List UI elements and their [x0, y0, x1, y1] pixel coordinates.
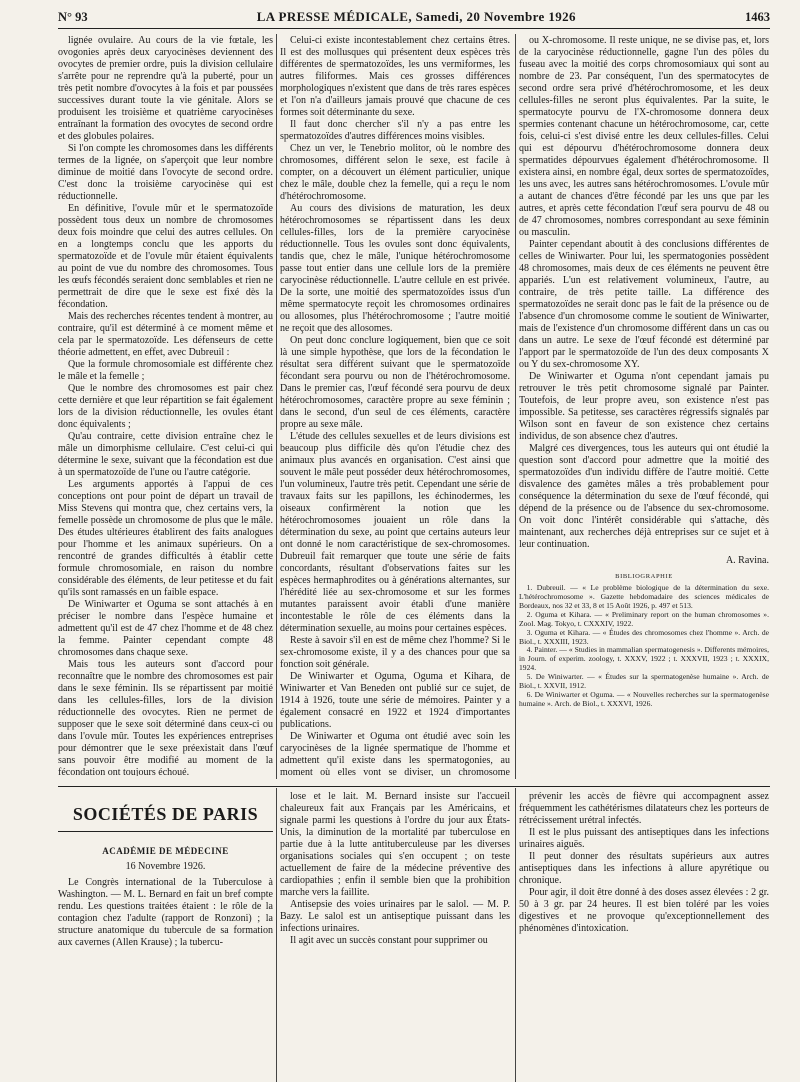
article-column-3: [519, 35, 769, 776]
paragraph: 3. Oguma et Kihara. — « Études des chromosomes chez l'homme ». Arch. de Biol., t. XXXIII, 1923.: [519, 627, 769, 646]
paragraph: On peut donc conclure logiquement, bien que ce soit là une simple hypothèse, que lors de la fécondation le résultat sera différent suivant que le spermatozoïde fécondant sera pourvu ou non de l'hétérochromosome. Dans le premier cas, l'œuf fécondé sera pourvu de deux hétérochromosomes, caractère propre au sexe féminin ; dans le second, d'un seul de ces éléments, caractère propre au sexe mâle.: [280, 335, 510, 430]
issue-number: N° 93: [58, 9, 88, 24]
article-column-3-body: [519, 35, 769, 551]
paragraph: Pour agir, il doit être donné à des doses assez élevées : 2 gr. 50 à 3 gr. par 24 heures. Il est bien toléré par les voies digestives et ne provoque qu'exceptionnellement des phénomènes d'intoxication.: [519, 887, 769, 934]
paragraph: Le Congrès international de la Tuberculose à Washington. — M. L. Bernard en fait un bref compte rendu. Les questions traitées étaient : le rôle de la contagion chez l'adulte (rapport de Ronzoni) ; la structure anatomique du tubercule de sa formation aux cavernes (Allen Krause) ; la tubercu-: [58, 876, 273, 948]
paragraph: lose et le lait. M. Bernard insiste sur l'accueil chaleureux fait aux Français par les Américains, et signale parmi les questions à l'ordre du jour aux États-Unis, la diminution de la mortalité par tuberculose en partie due à la lutte antituberculeuse par les diverses organisations sociales qui s'en occupent ; on teste actuellement de faire de la médecine préventive des cardiopathies ; enfin il semble bien que la prohibition marche vers la faillite.: [280, 791, 510, 898]
paragraph: Mais tous les auteurs sont d'accord pour reconnaître que le nombre des chromosomes est pair dans le sexe féminin. Ils se répartissent par moitié dans les cellules-filles, lors de la division réductionnelle des ovocytes. Rien ne permet de supposer que le sexe soit déterminé dans ceux-ci ou dans l'ovule mûr. Toutes les expériences entreprises pour démontrer que le sexe préexistait dans l'œuf sans pouvoir être modifié au moment de la fécondation ont toujours échoué.: [58, 659, 273, 776]
paragraph: Il peut donner des résultats supérieurs aux autres antiseptiques dans les infections à allure apyrétique ou chronique.: [519, 851, 769, 886]
section-divider: [58, 786, 770, 787]
societes-column-2: [280, 791, 510, 1082]
article-column-1: [58, 35, 273, 776]
paragraph: Mais des recherches récentes tendent à montrer, au contraire, qu'il est déterminé à ce moment même et cela par le spermatozoïde. Les défenseurs de cette théorie admettent, en effet, avec Dubreuil :: [58, 311, 273, 358]
journal-title: LA PRESSE MÉDICALE, Samedi, 20 Novembre 1926: [256, 9, 576, 24]
bibliography-list: [519, 584, 769, 709]
paragraph: Il agit avec un succès constant pour supprimer ou: [290, 935, 488, 946]
article-column-2: [280, 35, 510, 776]
paragraph: Chez un ver, le Tenebrio molitor, où le nombre des chromosomes, différent selon le sexe, est facile à compter, on a découvert un élément particulier, unique chez le mâle, double chez la femelle, qui a reçu le nom d'hétérochromosome.: [280, 143, 510, 202]
paragraph: En définitive, l'ovule mûr et le spermatozoïde possèdent tous deux un nombre de chromosomes deux fois moindre que celui des autres cellules. On en a longtemps conclu que les apports du spermatozoïde et de l'ovule mûr étaient équivalents au point de vue du nombre des chromosomes. Tous les œufs fécondés seraient donc semblables et rien ne permettrait de dire que le sexe est fixé dès la fécondation.: [58, 203, 273, 310]
paragraph: Si l'on compte les chromosomes dans les différents termes de la lignée, on s'aperçoit que leur nombre diminue de moitié dans l'ovocyte de second ordre. C'est donc la troisième caryocinèse qui est réductionnelle.: [58, 143, 273, 202]
societes-column-3: [519, 791, 769, 1082]
paragraph: De Winiwarter et Oguma, Oguma et Kihara, de Winiwarter et Van Beneden ont publié sur ce sujet, de 1914 à 1926, toute une série de mémoires. Painter y a également consacré en 1922 et 1924 d'importantes publications.: [280, 671, 510, 730]
paragraph: L'étude des cellules sexuelles et de leurs divisions est beaucoup plus difficile dès qu'on l'étudie chez des animaux plus avancés en organisation. C'est ainsi que souvent le mâle peut posséder deux hétérochromosomes, l'un volumineux, l'autre très petit. Cependant une série de travaux faits sur les papillons, les échinodermes, les oiseaux confirmèrent la notion que les hétérochromosomes jouaient un rôle dans la détermination du sexe, au point que certains auteurs leur ont donné le nom caractéristique de sex-chromosomes. Dubreuil fait remarquer que toute une série de faits concordants, résultant d'observations faites sur les espèces hermaphrodites ou à générations alternantes, sur l'hérédité liée au sex-chromosome et sur les formes mutantes paraissent avoir établi d'une manière incontestable le rôle de ces éléments dans la détermination sexuelle, au moins pour certaines espèces.: [280, 431, 510, 634]
author-signature: A. Ravina.: [725, 555, 769, 566]
paragraph: Les arguments apportés à l'appui de ces conceptions ont pour point de départ un travail de Miss Stevens qui montra que, chez certains vers, la femelle possède un chromosome de plus que le mâle. Des études ultérieures établirent des faits analogues pour l'homme et les animaux supérieurs. On a rencontré de grandes difficultés à établir cette formule chromosomiale, en raison du nombre considérable des éléments, de leur petitesse et du fait qu'ils sont ramassés en un faible espace.: [58, 479, 273, 598]
paragraph: Antisepsie des voies urinaires par le salol. — M. P. Bazy. Le salol est un antiseptique puissant dans les infections urinaires.: [280, 899, 510, 934]
paragraph: 1. Dubreuil. — « Le problème biologique de la détermination du sexe. L'hétérochromosome ». Gazette hebdomadaire des sciences médicales de Bordeaux, nos 32 et 33, 8 et 15 Août 1926, p. 497 et 513.: [519, 582, 769, 610]
page-header: [58, 6, 770, 29]
paragraph: Qu'au contraire, cette division entraîne chez le mâle un dimorphisme cellulaire. C'est celui-ci qui détermine le sexe, suivant que la fécondation est due à un spermatozoïde de l'une ou l'autre catégorie.: [58, 431, 273, 478]
paragraph: prévenir les accès de fièvre qui accompagnent assez fréquemment les cathétérismes dilatateurs chez les porteurs de rétrécissement urétral infectés.: [519, 791, 769, 826]
paragraph: Painter cependant aboutit à des conclusions différentes de celles de Winiwarter. Pour lui, les spermatogonies possèdent 48 chromosomes, mais deux de ces éléments ne peuvent être appariés. L'un est relativement volumineux, l'autre, au contraire, de très petite taille. La différence des spermatozoïdes ne serait donc pas le fait de la présence ou de l'absence d'un chromosome comme le soutient de Winiwarter, mais de l'existence d'un chromosome différent dans un cas ou dans un autre. Le sexe de l'œuf fécondé est déterminé par l'apport par le spermatozoïde de l'un des deux composants X ou Y du sex-chromosome XY.: [519, 239, 769, 370]
paragraph: ou X-chromosome. Il reste unique, ne se divise pas, et, lors de la caryocinèse réductionnelle, gagne l'un des pôles du fuseau avec la moitié des corps chromosomiaux qui sont au nombre de 23. Par conséquent, l'un des spermatocytes de second ordre sera privé d'hétérochromosome, et les deux cellules-filles ne seront plus équivalentes. Par la suite, le spermatocyte pourvu de l'X-chromosome donnera deux spermies contenant chacune un hétérochromosome, car, cette fois, celui-ci s'est divisé entre les deux cellules-filles. Celui qui est dépourvu d'hétérochromosome donnera deux spermatides dépourvues également d'hétérochromosome. Il existera ainsi, en nombre égal, deux sortes de spermatozoïdes, les uns avec, les autres sans hétérochromosomes. L'ovule mûr a autant de chances d'être fécondé par les uns que par les autres, et après cette fécondation l'œuf sera pourvu de 48 ou de 47 chromosomes, nombres correspondant au sexe féminin ou masculin.: [519, 35, 769, 238]
paragraph: Que le nombre des chromosomes est pair chez cette dernière et que leur répartition se fait également lors de la division réductionnelle, les ovules étant donc équivalents ;: [58, 383, 273, 430]
paragraph: 6. De Winiwarter et Oguma. — « Nouvelles recherches sur la spermatogenèse humaine ». Arch. de Biol., t. XXXVI, 1926.: [519, 690, 769, 709]
paragraph: De Winiwarter et Oguma ont étudié avec soin les caryocinèses de la lignée spermatique de l'homme et admettent qu'il existe dans les spermatogonies, au moment où elles vont se diviser, un chromosome: [280, 731, 510, 776]
societes-column-1: [58, 846, 273, 1082]
societes-column-1-body: [58, 877, 273, 949]
paragraph: 4. Painter. — « Studies in mammalian spermatogenesis ». Differents mémoires, in Journ. of experim. zoology, t. XXXV, 1922 ; t. XXXVII, 1923 ; t. XXXIX, 1924.: [519, 645, 769, 673]
paragraph: 5. De Winiwarter. — « Études sur la spermatogenèse humaine ». Arch. de Biol., t. XXVII, 1912.: [519, 672, 769, 691]
paragraph: Reste à savoir s'il en est de même chez l'homme? Si le sex-chromosome existe, il y a des chances pour que sa fonction soit générale.: [280, 635, 510, 670]
session-date: 16 Novembre 1926.: [125, 860, 206, 872]
paragraph: lignée ovulaire. Au cours de la vie fœtale, les ovogonies après deux caryocinèses deviennent des ovocytes de premier ordre, puis la division cellulaire s'arrête pour ne reprendre qu'à la puberté, pour un très petit nombre d'ovocytes à la fois et par poussées successives durant toute la vie génitale. Alors se produisent les troisième et quatrième caryocinèses entraînant la formation des ovocytes de second ordre et des globules polaires.: [58, 35, 273, 142]
column-divider: [276, 788, 277, 1082]
page-number: 1463: [745, 9, 770, 24]
paragraph: De Winiwarter et Oguma se sont attachés à en préciser le nombre dans l'espèce humaine et admettent qu'il est de 47 chez l'homme et de 48 chez la femme. Painter cependant compte 48 chromosomes dans chaque sexe.: [58, 599, 273, 658]
paragraph: Malgré ces divergences, tous les auteurs qui ont étudié la question sont d'accord pour admettre que la moitié des spermatozoïdes d'un individu diffère de l'autre moitié. Cette disvalence des gamètes mâles a très probablement pour conséquence la détermination du sexe de l'œuf fécondé, qui dépend de la présence ou de l'absence du sex-chromosome. On voit donc l'intérêt considérable qui s'attache, dès maintenant, aux recherches déjà entreprises sur ce sujet et à leur continuation.: [519, 443, 769, 550]
column-divider: [515, 34, 516, 779]
paragraph: Il faut donc chercher s'il n'y a pas entre les spermatozoïdes d'autres différences moins visibles.: [280, 119, 510, 142]
bibliography-heading: BIBLIOGRAPHIE: [615, 573, 673, 580]
paragraph: Celui-ci existe incontestablement chez certains êtres. Il est des mollusques qui présentent deux espèces très différentes de spermatozoïdes, les uns vermiformes, les autres filiformes. Mais ces grosses différences morphologiques n'existent que dans de très rares espèces et l'on n'a d'ailleurs jamais prouvé que chacune de ces formes soit déterminante du sexe.: [280, 35, 510, 118]
paragraph: Au cours des divisions de maturation, les deux hétérochromosomes se répartissent dans les deux cellules-filles, lors de la première caryocinèse réductionnelle. Tous les ovules sont donc équivalents, tandis que, chez le mâle, l'unique hétérochromosome passe tout entier dans une cellule lors de la première caryocinèse réductionnelle. L'autre cellule en est privée. De la sorte, une moitié des spermatozoïdes issus d'un même spermatocyte reçoit les chromosomes ordinaires ou allosomes, plus l'hétérochromosome ; l'autre moitié ne reçoit que des allosomes.: [280, 203, 510, 334]
column-divider: [515, 788, 516, 1082]
paragraph: Que la formule chromosomiale est différente chez le mâle et la femelle ;: [58, 359, 273, 382]
academie-heading: ACADÉMIE DE MÉDECINE: [102, 846, 229, 856]
paragraph: Il est le plus puissant des antiseptiques dans les infections urinaires aiguës.: [519, 827, 769, 850]
section-title: SOCIÉTÉS DE PARIS: [58, 804, 273, 832]
paragraph: 2. Oguma et Kihara. — « Preliminary report on the human chromosomes ». Zool. Mag. Tokyo, t. CXXXIV, 1922.: [519, 609, 769, 628]
column-divider: [276, 34, 277, 779]
paragraph: De Winiwarter et Oguma n'ont cependant jamais pu retrouver le très petit chromosome signalé par Painter. Toutefois, de leur propre aveu, son existence n'est pas impossible. Sa petitesse, ses caractères régressifs signalés par Wilson sont en faveur de son existence chez certains individus, de son absence chez d'autres.: [519, 371, 769, 442]
